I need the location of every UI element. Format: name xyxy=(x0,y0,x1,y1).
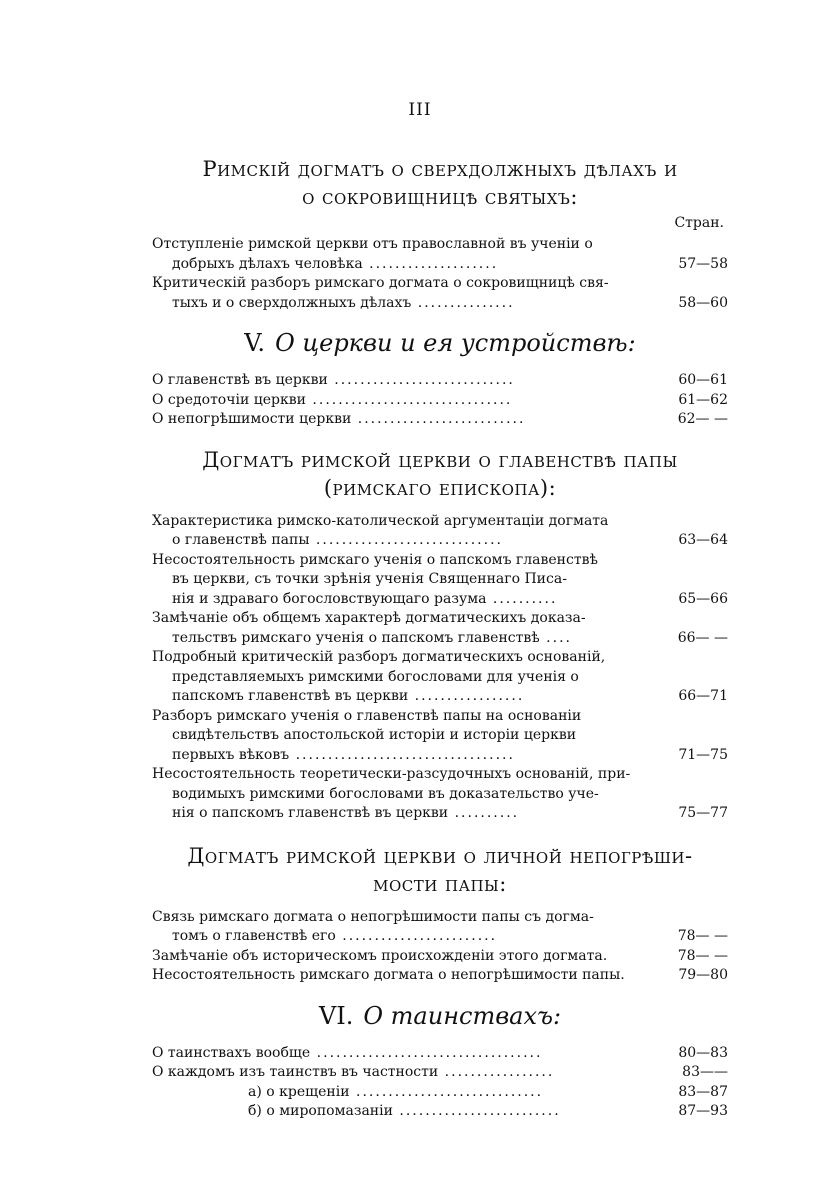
leader-dots: .......... xyxy=(448,805,520,821)
entry-line-text: Несостоятельность римскаго догмата о непогрѣшимости папы. xyxy=(152,967,625,983)
entry-list xyxy=(152,908,728,986)
entry-text xyxy=(152,235,644,274)
leader-dots: ............................... xyxy=(305,391,513,408)
leader-dots: ................................... xyxy=(310,1044,543,1061)
leader-dots: ............................ xyxy=(327,372,515,388)
heading-line: мости папы: xyxy=(373,871,507,896)
entry-pages: 60—61 xyxy=(678,372,728,388)
entry-text xyxy=(152,1044,644,1064)
section-title: О таинствахъ: xyxy=(363,1001,562,1030)
entry-line: водимыхъ римскими богословами въ доказательство уче- xyxy=(172,785,599,802)
entry-pages: 65—66 xyxy=(678,590,728,607)
entry-text xyxy=(152,551,644,610)
section-heading-roman-dogma xyxy=(152,155,728,211)
leader-dots: ................. xyxy=(408,688,525,704)
entry-list xyxy=(152,235,728,313)
toc-entry[interactable] xyxy=(152,1102,728,1122)
entry-list xyxy=(152,512,728,824)
leader-dots: ................. xyxy=(438,1064,555,1080)
entry-pages: 78— — xyxy=(677,947,728,964)
toc-entry[interactable] xyxy=(152,512,728,551)
toc-entry[interactable] xyxy=(152,1063,728,1083)
entry-pages: 87—93 xyxy=(678,1103,728,1119)
heading-line: Римскій догматъ о сверхдолжныхъ дѣлахъ и xyxy=(202,157,678,181)
entry-text xyxy=(152,609,644,648)
entry-text xyxy=(152,512,644,551)
entry-pages: 83—87 xyxy=(678,1083,728,1100)
leader-dots: .......................... xyxy=(351,411,526,427)
entry-text xyxy=(152,274,644,313)
section-heading-vi xyxy=(152,1000,728,1032)
entry-line: Несостоятельность теоретически-разсудочныхъ основаній, при- xyxy=(152,766,631,782)
entry-line-text: О средоточіи церкви xyxy=(152,391,306,408)
entry-line-text: О главенствѣ въ церкви xyxy=(152,372,328,388)
entry-line xyxy=(152,927,640,947)
entry-line-text: Замѣчаніе объ историческомъ происхожденіи этого догмата. xyxy=(152,947,608,964)
entry-text xyxy=(152,391,644,411)
toc-entry[interactable] xyxy=(152,908,728,947)
entry-line-text: б) о миропомазаніи xyxy=(248,1103,393,1119)
section-title: О церкви и ея устройствѣ: xyxy=(275,329,636,357)
entry-line xyxy=(152,1102,640,1122)
section-number: V. xyxy=(244,329,266,357)
toc-entry[interactable] xyxy=(152,707,728,766)
entry-line xyxy=(152,804,640,824)
leader-dots: ........................ xyxy=(335,928,498,944)
toc-entry[interactable] xyxy=(152,609,728,648)
entry-line-text: первыхъ вѣковъ xyxy=(172,746,290,763)
entry-line xyxy=(152,255,640,275)
toc-entry[interactable] xyxy=(152,1083,728,1103)
page-column-label: Стран. xyxy=(674,215,724,231)
entry-list xyxy=(152,371,728,430)
entry-line: Подробный критическій разборъ догматическихъ основаній, xyxy=(152,649,606,665)
entry-line xyxy=(152,1083,640,1103)
entry-text xyxy=(152,1083,644,1103)
toc-entry[interactable] xyxy=(152,410,728,430)
entry-list xyxy=(152,1044,728,1122)
heading-line: Догматъ римской церкви о главенствѣ папы xyxy=(202,447,678,472)
toc-entry[interactable] xyxy=(152,648,728,707)
toc-entry[interactable] xyxy=(152,966,728,986)
entry-line-text: О каждомъ изъ таинствъ въ частности xyxy=(152,1064,439,1080)
leader-dots: .................................. xyxy=(289,746,515,763)
leader-dots: ............................. xyxy=(349,1083,544,1100)
entry-line: Критическій разборъ римскаго догмата о сокровищницѣ свя- xyxy=(152,275,609,291)
entry-text xyxy=(152,947,644,967)
entry-line-text: добрыхъ дѣлахъ человѣка xyxy=(172,255,363,272)
entry-line-text: папскомъ главенствѣ въ церкви xyxy=(172,688,409,704)
entry-line-text: а) о крещеніи xyxy=(248,1083,350,1100)
entry-pages: 66— — xyxy=(677,629,728,646)
entry-line: Разборъ римскаго ученія о главенствѣ папы на основаніи xyxy=(152,707,582,724)
entry-line: Замѣчаніе объ общемъ характерѣ догматическихъ доказа- xyxy=(152,610,586,626)
entry-line-text: нія о папскомъ главенствѣ въ церкви xyxy=(172,805,449,821)
entry-line: Характеристика римско-католической аргументаціи догмата xyxy=(152,512,609,529)
section-heading-v xyxy=(152,327,728,359)
leader-dots: ............................. xyxy=(309,532,503,548)
table-of-contents xyxy=(152,155,728,1122)
leader-dots: .......... xyxy=(486,590,558,607)
toc-entry[interactable] xyxy=(152,551,728,610)
leader-dots: .................... xyxy=(362,255,499,272)
entry-line: Отступленіе римской церкви отъ православной въ ученіи о xyxy=(152,236,593,252)
entry-pages: 57—58 xyxy=(678,255,728,272)
entry-line: Несостоятельность римскаго ученія о папскомъ главенствѣ xyxy=(152,551,598,568)
entry-pages: 61—62 xyxy=(678,391,728,408)
toc-entry[interactable] xyxy=(152,274,728,313)
heading-line: о сокровищницѣ святыхъ: xyxy=(302,185,578,209)
entry-pages: 66—71 xyxy=(678,688,728,704)
entry-text xyxy=(152,648,644,707)
entry-pages: 71—75 xyxy=(678,746,728,763)
entry-pages: 58—60 xyxy=(678,294,728,311)
entry-line: въ церкви, съ точки зрѣнія ученія Священнаго Писа- xyxy=(172,571,567,587)
toc-entry[interactable] xyxy=(152,371,728,391)
entry-line: свидѣтельствъ апостольской исторіи и исторіи церкви xyxy=(172,727,577,743)
heading-line: (римскаго епископа): xyxy=(323,475,557,500)
leader-dots: .... xyxy=(539,629,572,646)
entry-text xyxy=(152,966,644,986)
toc-entry[interactable] xyxy=(152,391,728,411)
leader-dots: ......................... xyxy=(392,1103,561,1119)
entry-line xyxy=(152,687,640,707)
entry-line-text: О таинствахъ вообще xyxy=(152,1044,311,1061)
entry-text xyxy=(152,1063,644,1083)
entry-pages: 80—83 xyxy=(678,1044,728,1061)
entry-text xyxy=(152,707,644,766)
entry-line xyxy=(152,746,640,766)
entry-pages: 79—80 xyxy=(678,967,728,983)
entry-line xyxy=(152,590,640,610)
entry-text xyxy=(152,1102,644,1122)
entry-line-text: тыхъ и о сверхдолжныхъ дѣлахъ xyxy=(172,294,412,311)
entry-text xyxy=(152,371,644,391)
entry-line-text: томъ о главенствѣ его xyxy=(172,928,336,944)
entry-line xyxy=(152,531,640,551)
entry-pages: 83—— xyxy=(682,1064,728,1080)
toc-entry[interactable] xyxy=(152,765,728,824)
entry-pages: 75—77 xyxy=(678,805,728,821)
section-heading-papal-primacy xyxy=(152,446,728,502)
section-heading-papal-infallibility xyxy=(152,842,728,898)
entry-pages: 78— — xyxy=(677,928,728,944)
entry-pages: 62— — xyxy=(677,411,728,427)
entry-line: Связь римскаго догмата о непогрѣшимости папы съ догма- xyxy=(152,908,594,925)
leader-dots: ............... xyxy=(411,294,515,311)
page-number: III xyxy=(408,100,432,120)
entry-line xyxy=(152,294,640,314)
entry-line-text: О непогрѣшимости церкви xyxy=(152,411,352,427)
entry-line-text: тельствъ римскаго ученія о папскомъ главенствѣ xyxy=(172,629,540,646)
entry-text xyxy=(152,908,644,947)
toc-entry[interactable] xyxy=(152,947,728,967)
section-number: VI. xyxy=(318,1001,354,1030)
entry-line-text: о главенствѣ папы xyxy=(172,532,310,548)
entry-text xyxy=(152,765,644,824)
entry-line xyxy=(152,629,640,649)
entry-line: представляемыхъ римскими богословами для ученія о xyxy=(172,668,579,685)
entry-pages: 63—64 xyxy=(678,532,728,548)
heading-line: Догматъ римской церкви о личной непогрѣши- xyxy=(187,843,693,868)
toc-entry[interactable] xyxy=(152,235,728,274)
entry-text xyxy=(152,410,644,430)
entry-line-text: нія и здраваго богословствующаго разума xyxy=(172,590,487,607)
toc-entry[interactable] xyxy=(152,1044,728,1064)
